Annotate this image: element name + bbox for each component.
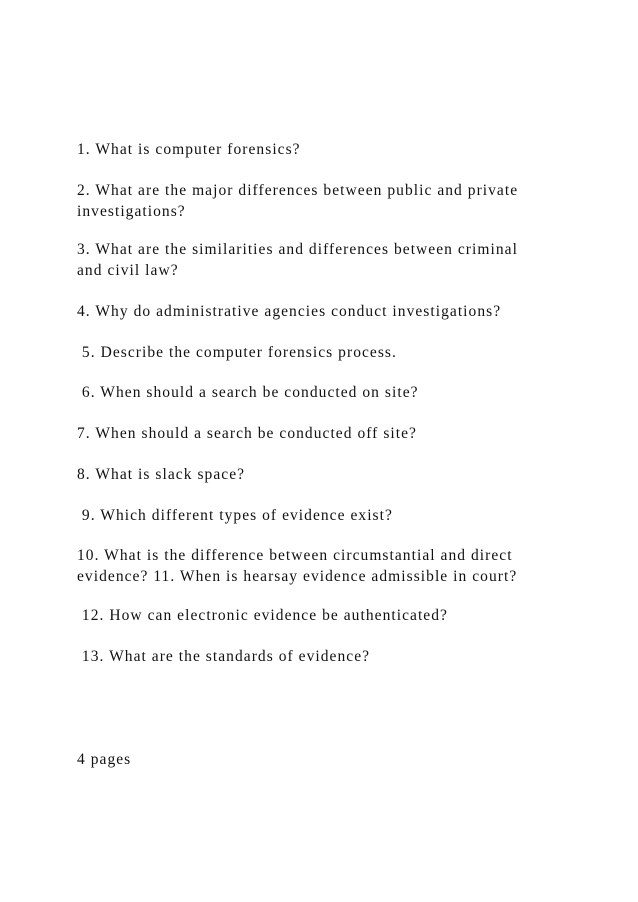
question-3-line-2: and civil law? [77, 262, 179, 279]
question-6: 6. When should a search be conducted on site? [77, 384, 419, 401]
question-1: 1. What is computer forensics? [77, 141, 301, 158]
question-2-line-2: investigations? [77, 203, 186, 220]
question-3-line-1: 3. What are the similarities and differences between criminal [77, 241, 518, 258]
question-10-line-1: 10. What is the difference between circumstantial and direct [77, 547, 513, 564]
question-2-line-1: 2. What are the major differences between public and private [77, 182, 519, 199]
question-8: 8. What is slack space? [77, 466, 246, 483]
question-12: 12. How can electronic evidence be authenticated? [77, 607, 448, 624]
page-count-footer: 4 pages [77, 751, 132, 768]
question-9: 9. Which different types of evidence exist? [77, 507, 393, 524]
question-7: 7. When should a search be conducted off site? [77, 425, 417, 442]
question-5: 5. Describe the computer forensics process. [77, 344, 397, 361]
question-13: 13. What are the standards of evidence? [77, 648, 371, 665]
question-10-line-2: evidence? 11. When is hearsay evidence admissible in court? [77, 568, 518, 585]
question-4: 4. Why do administrative agencies conduct investigations? [77, 303, 502, 320]
